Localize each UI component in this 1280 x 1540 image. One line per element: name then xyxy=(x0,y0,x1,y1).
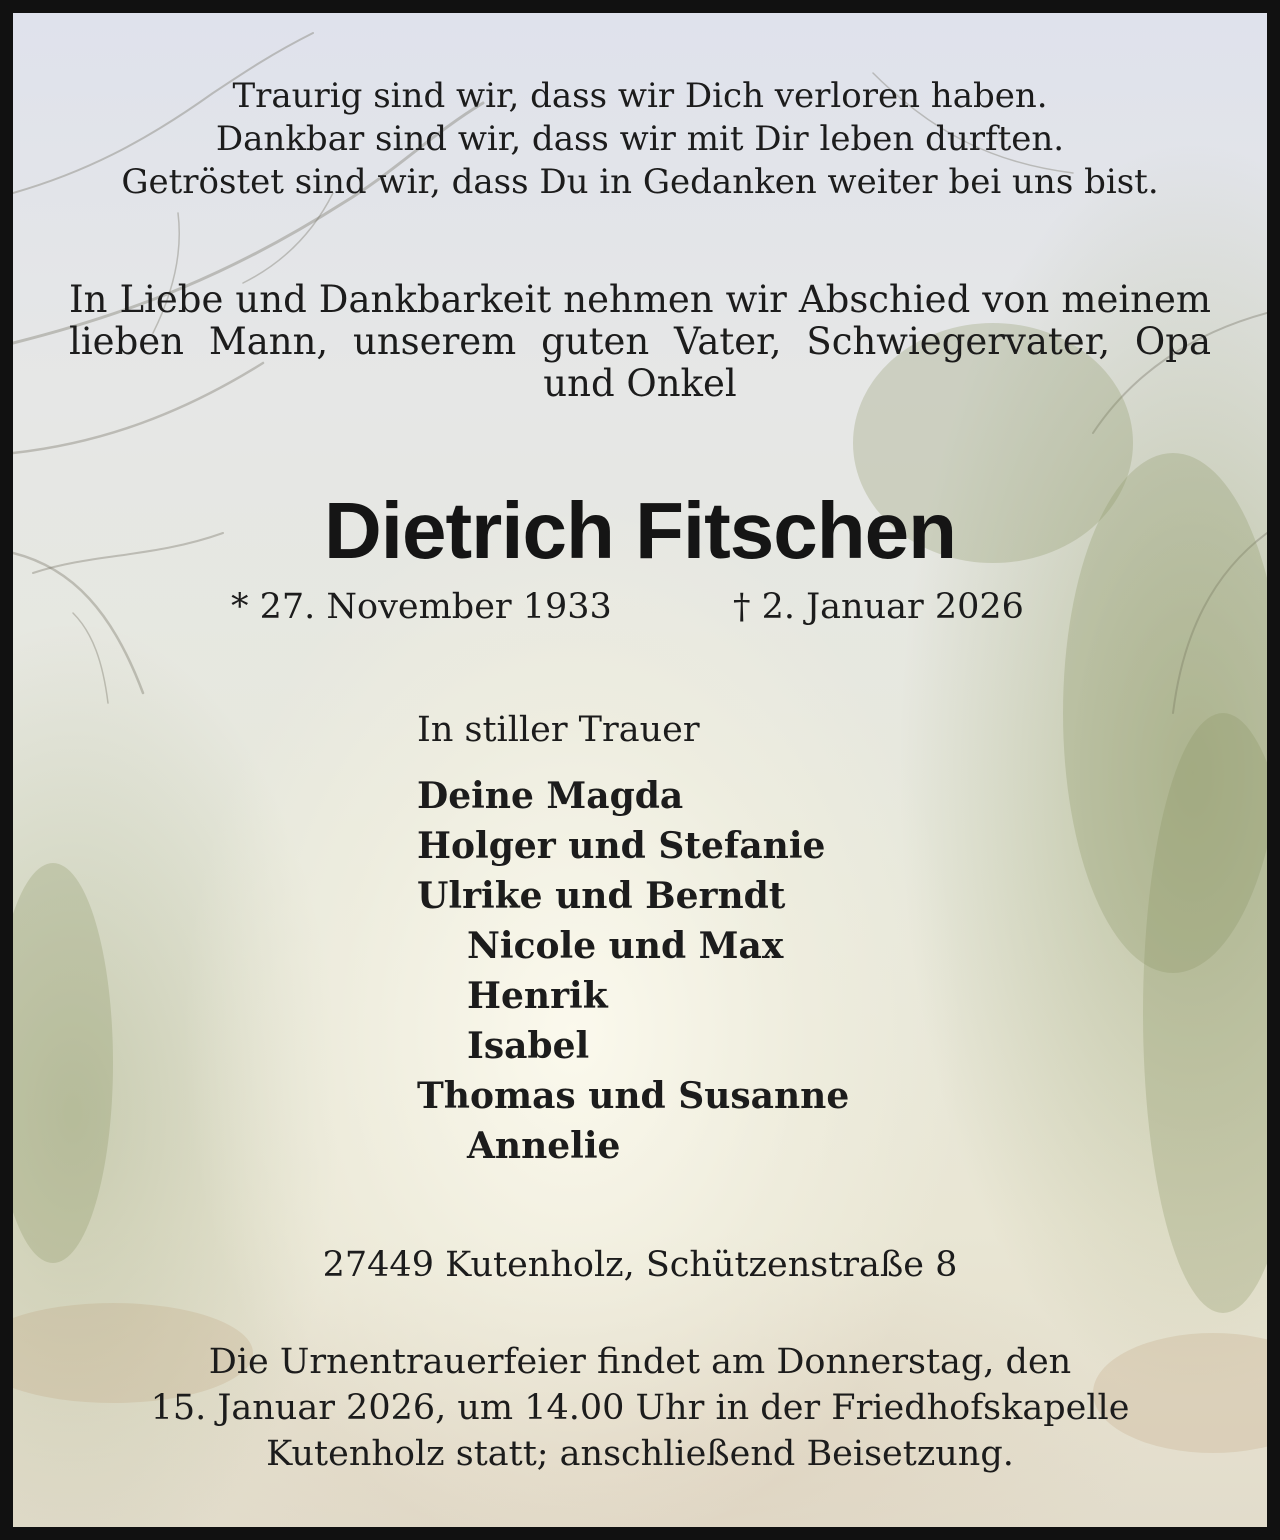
birth-date: * 27. November 1933 xyxy=(231,587,612,627)
family-member: Annelie xyxy=(467,1125,621,1167)
family-member: Nicole und Max xyxy=(467,925,784,967)
family-address: 27449 Kutenholz, Schützenstraße 8 xyxy=(322,1245,958,1285)
motto-line: Dankbar sind wir, dass wir mit Dir leben durften. xyxy=(215,119,1065,159)
ceremony-line: 15. Januar 2026, um 14.00 Uhr in der Friedhofskapelle xyxy=(150,1388,1130,1428)
intro-line: und Onkel xyxy=(543,362,737,405)
family-member: Holger und Stefanie xyxy=(417,825,826,867)
mourning-label: In stiller Trauer xyxy=(417,710,700,750)
family-member: Henrik xyxy=(467,975,608,1017)
notice-content xyxy=(13,13,1267,1527)
ceremony-info xyxy=(13,1339,1267,1477)
deceased-name: Dietrich Fitschen xyxy=(323,486,957,575)
family-member: Thomas und Susanne xyxy=(417,1075,850,1117)
ceremony-line: Kutenholz statt; anschließend Beisetzung. xyxy=(266,1434,1014,1474)
ceremony-line: Die Urnentrauerfeier findet am Donnerstag, den xyxy=(208,1342,1072,1382)
intro-line: In Liebe und Dankbarkeit nehmen wir Abschied von meinem xyxy=(69,278,1211,321)
death-date: † 2. Januar 2026 xyxy=(733,587,1024,627)
motto-line: Getröstet sind wir, dass Du in Gedanken weiter bei uns bist. xyxy=(121,162,1159,202)
motto-verse xyxy=(13,75,1267,204)
obituary-notice xyxy=(13,13,1267,1527)
motto-line: Traurig sind wir, dass wir Dich verloren haben. xyxy=(232,76,1048,116)
family-list xyxy=(417,771,849,1171)
family-member: Isabel xyxy=(467,1025,590,1067)
family-member: Ulrike und Berndt xyxy=(417,875,786,917)
family-member: Deine Magda xyxy=(417,775,684,817)
intro-line: lieben Mann, unserem guten Vater, Schwiegervater, Opa xyxy=(69,320,1211,363)
farewell-intro xyxy=(69,279,1211,405)
